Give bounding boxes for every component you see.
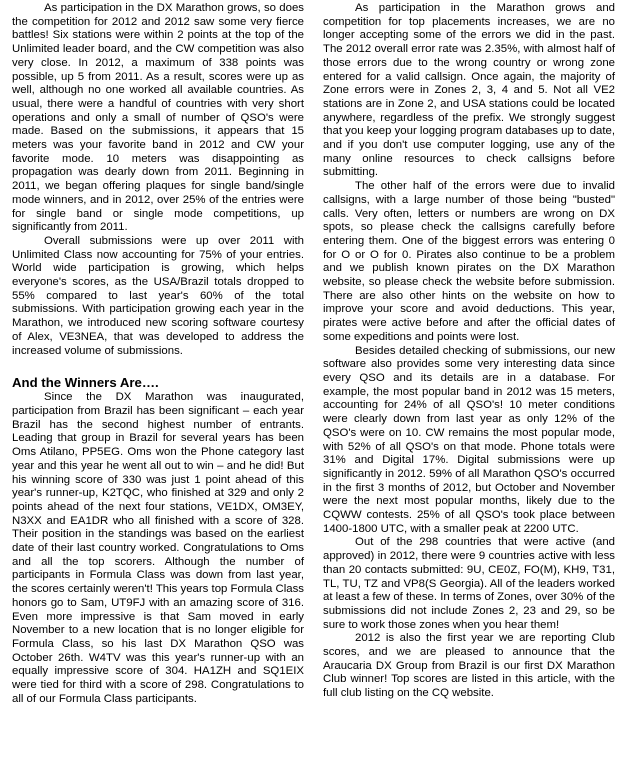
paragraph-participation-grows: As participation in the DX Marathon grows, so does the competition for 2012 and 2012 saw some very fierce battles! Six stations were within 2 points at the top of the Unlimited leader board, and the CW competition was also very close. In 2012, a maximum of 338 points was possible, up 5 from 2011. As a result, scores were up as well, although no one worked all available countries. As usual, there were a handful of countries with very short operations and only a small of number of QSO's were made. Based on the submissions, it appears that 15 meters was your favorite band in 2012 and CW your favorite mode. 10 meters was disappointing as propagation was dearly down from 2011. Beginning in 2011, we began offering plaques for single band/single mode winners, and in 2012, over 25% of the entries were for single band or single mode competitions, up significantly from 2011. — [12, 2, 304, 234]
right-column — [323, 2, 615, 762]
paragraph-club-scores: 2012 is also the first year we are reporting Club scores, and we are pleased to announce that the Araucaria DX Group from Brazil is our first DX Marathon Club winner! Top scores are listed in this article, with the full club listing on the CQ website. — [323, 632, 615, 700]
paragraph-winners: Since the DX Marathon was inaugurated, participation from Brazil has been significant – each year Brazil has the second highest number of entrants. Leading that group in Brazil for several years has been Oms Atilano, PP5EG. Oms won the Phone category last year and this year he went all out to win – and he did! But his winning score of 330 was just 1 point ahead of this year's runner-up, K2TQC, who finished at 329 and only 2 points ahead of the next four stations, VE1DX, OM3EY, N3XX and EA1DR who all finished with a score of 328. Their position in the standings was based on the earliest date of their last country worked. Congratulations to Oms and all the top scorers. Although the number of participants in Formula Class was down from last year, the scores certainly weren't! This years top Formula Class honors go to Sam, UT9FJ with an amazing score of 316. Even more impressive is that Sam moved in early November to a new location that is no longer eligible for Formula Class, so his last DX Marathon QSO was October 26th. W4TV was this year's runner-up with an equally impressive score of 304. HA1ZH and SQ1EIX were tied for third with a score of 298. Congratulations to all of our Formula Class participants. — [12, 391, 304, 705]
paragraph-statistics: Besides detailed checking of submissions, our new software also provides some very interesting data since every QSO and its details are in a database. For example, the most popular band in 2012 was 15 meters, accounting for 24% of all QSO's! 10 meter conditions were clearly down from last year as only 12% of the QSO's were on 10. CW remains the most popular mode, with 52% of all QSO's on that mode. Phone totals were 31% and Digital 17%. Digital submissions were up significantly in 2012. 59% of all Marathon QSO's occurred in the first 3 months of 2012, but October and November were the next most popular months, likely due to the CQWW contests. 25% of all QSO's took place between 1400-1800 UTC, with a smaller peak at 2200 UTC. — [323, 344, 615, 535]
paragraph-overall-submissions: Overall submissions were up over 2011 with Unlimited Class now accounting for 75% of your entries. World wide participation is growing, which helps everyone's scores, as the USA/Brazil totals dropped to 55% compared to last year's 60% of the total submissions. With participation growing each year in the Marathon, we introduced new scoring software courtesy of Alex, VE3NEA, that was developed to address the increased volume of submissions. — [12, 234, 304, 357]
left-column — [12, 2, 304, 762]
winners-heading: And the Winners Are…. — [12, 375, 159, 391]
paragraph-errors: As participation in the Marathon grows and competition for top placements increases, we are no longer accepting some of the errors we did in the past. The 2012 overall error rate was 2.35%, with almost half of those errors due to the wrong country or wrong zone entered for a valid callsign. Once again, the majority of Zone errors were in Zones 2, 3, 4 and 5. Not all VE2 stations are in Zone 2, and USA stations could be located anywhere, regardless of the prefix. We strongly suggest that you keep your logging program databases up to date, and if you don't use computer logging, use any of the many online resources to check callsigns before submitting. — [323, 2, 615, 179]
paragraph-countries: Out of the 298 countries that were active (and approved) in 2012, there were 9 countries active with less than 20 contacts submitted: 9U, CE0Z, FO(M), KH9, T31, TL, TU, TZ and VP8(S Georgia). All of the leaders worked at least a few of these. In terms of Zones, over 30% of the submissions did not include Zones 2, 23 and 29, so be sure to work those zones when you hear them! — [323, 536, 615, 631]
paragraph-invalid-callsigns: The other half of the errors were due to invalid callsigns, with a large number of those being "busted" calls. Very often, letters or numbers are wrong on DX spots, so please check the callsigns carefully before entering them. One of the biggest errors was entering 0 for O or O for 0. Pirates also continue to be a problem and we publish known pirates on the DX Marathon website, so please check the website before submission. There are also other hints on the website on how to improve your score and avoid deductions. This year, pirates were active before and after the official dates of some expeditions and points were lost. — [323, 180, 615, 343]
